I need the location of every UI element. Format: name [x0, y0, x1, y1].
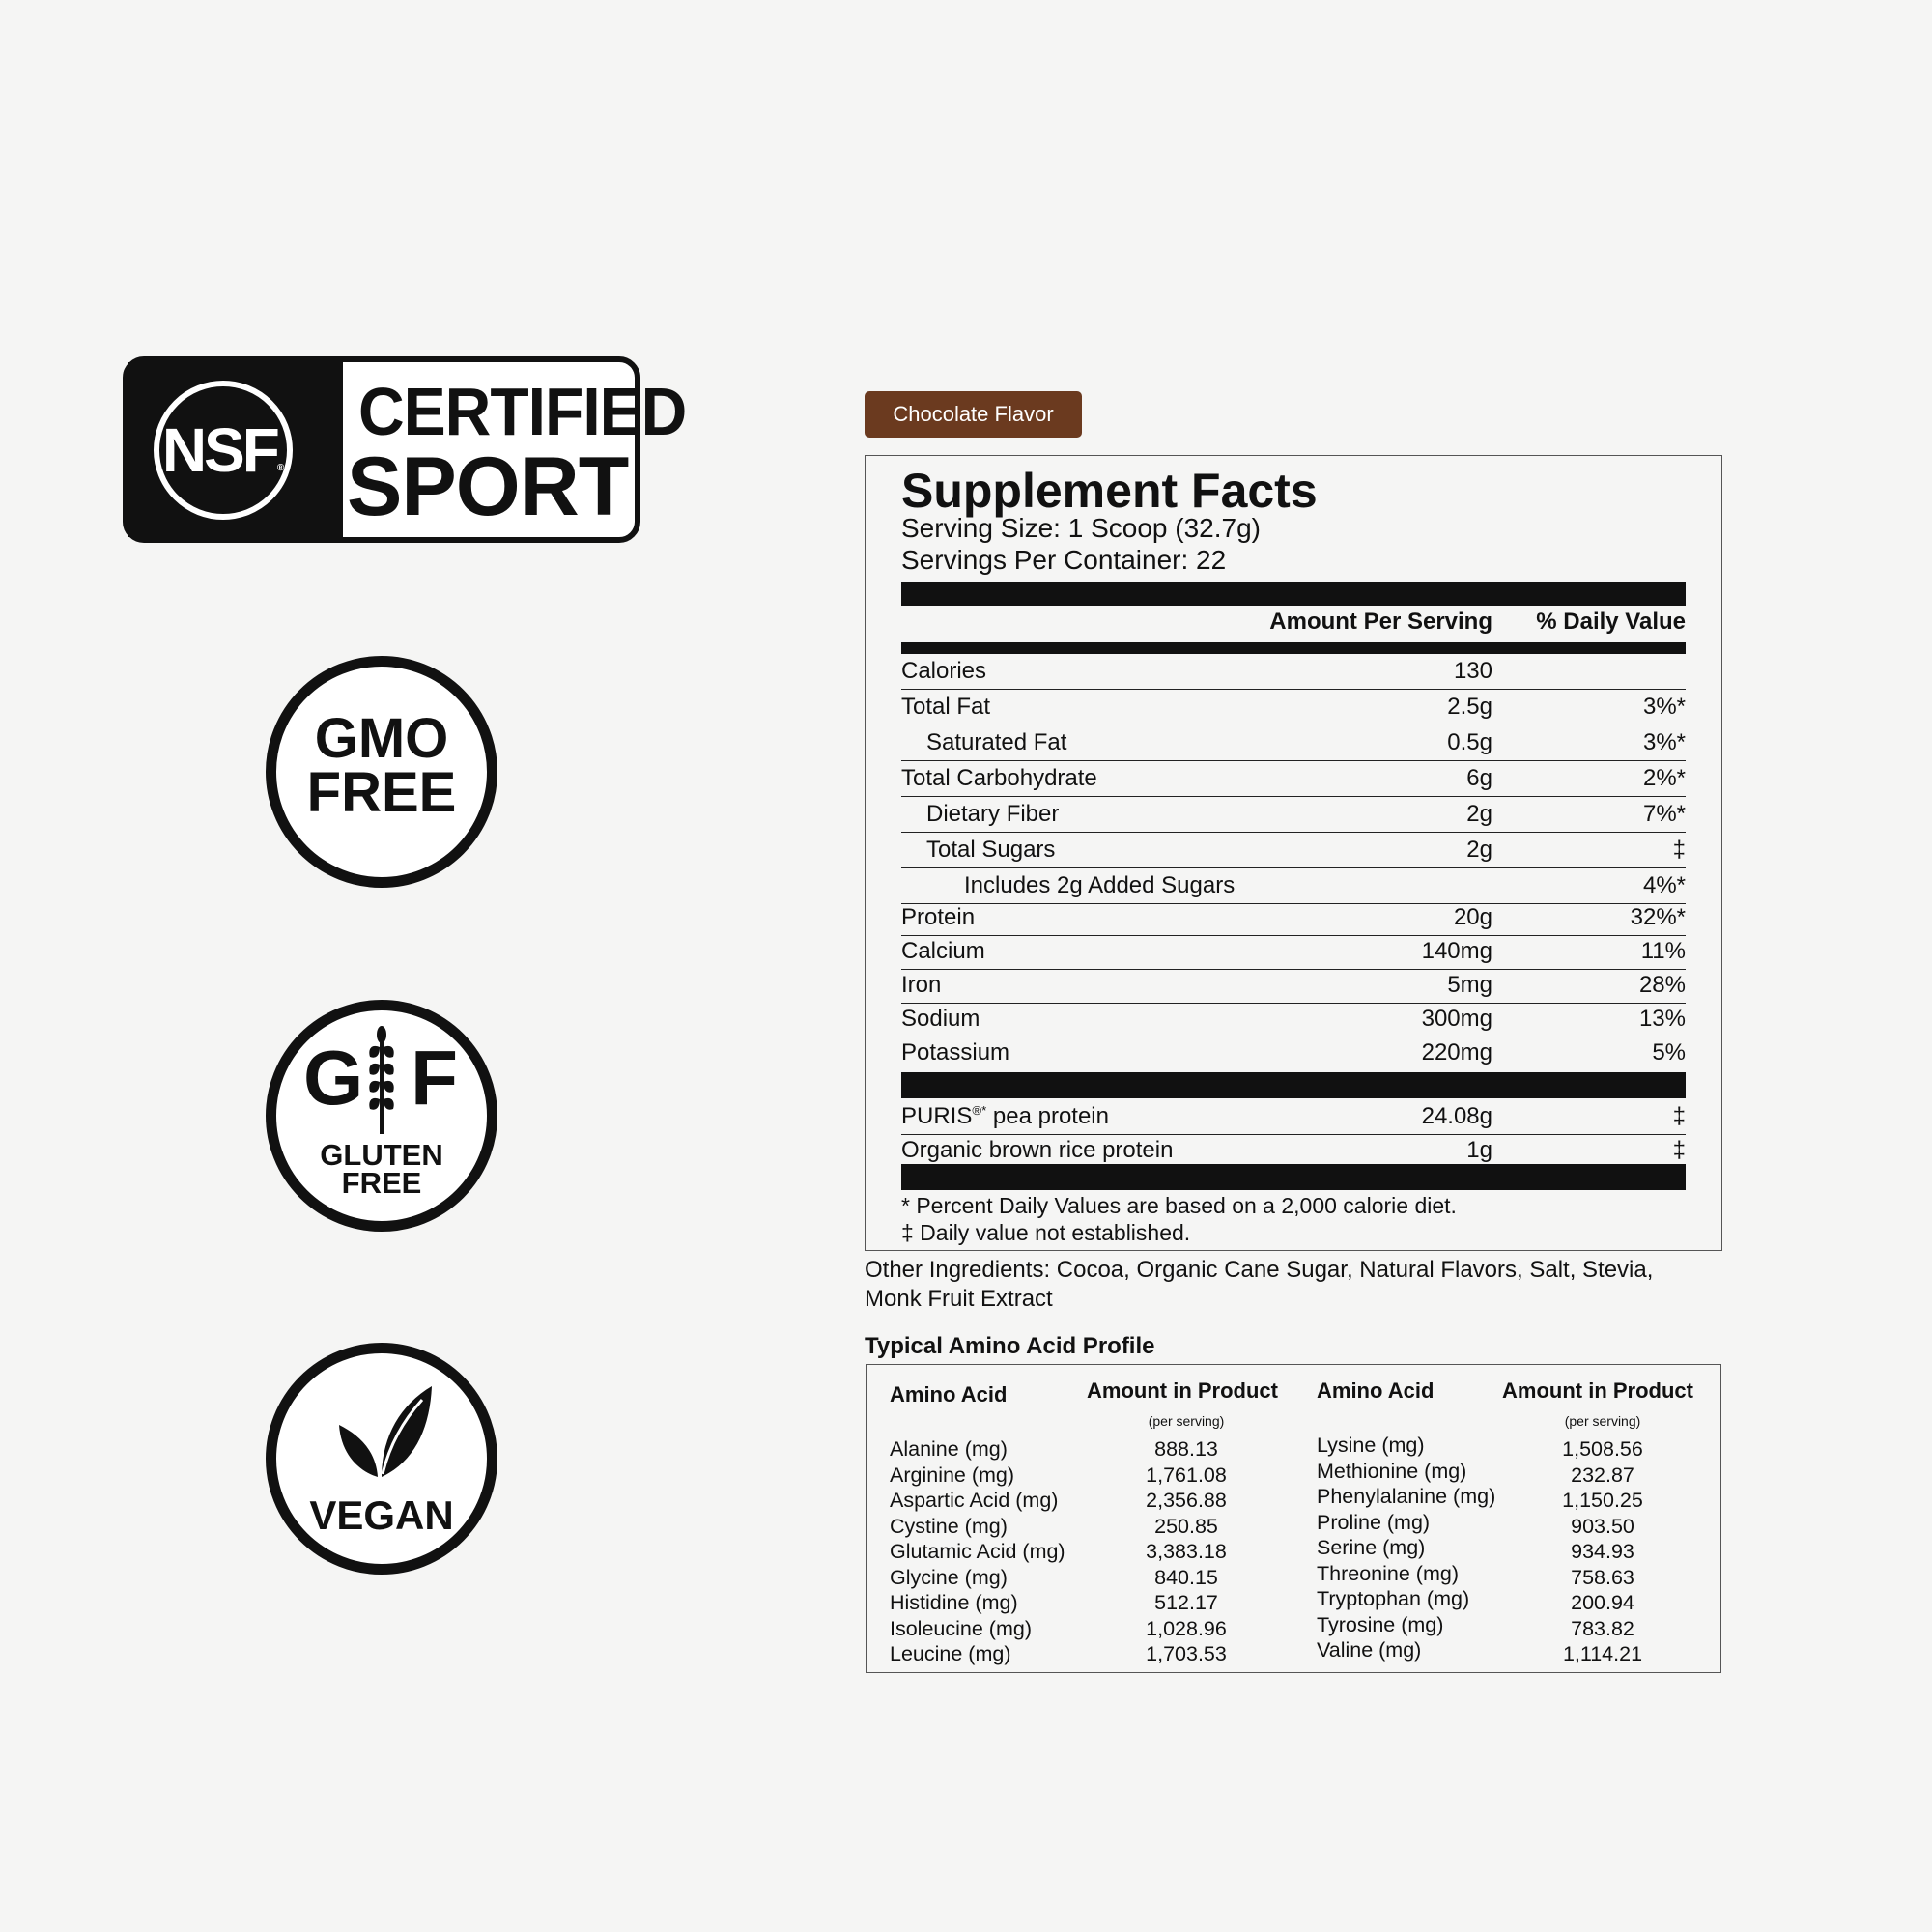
nutrient-dv: ‡	[1672, 837, 1686, 863]
vegan-badge	[266, 1343, 497, 1575]
facts-row	[901, 797, 1686, 833]
amino-acid-amount: 200.94	[1571, 1591, 1634, 1614]
amino-acid-name: Phenylalanine (mg)	[1317, 1485, 1496, 1508]
amino-acid-amount: 1,508.56	[1562, 1437, 1643, 1461]
nutrient-name: Total Sugars	[926, 837, 1056, 863]
nutrient-dv: 2%*	[1642, 765, 1686, 791]
gluten-f-letter: F	[411, 1035, 458, 1121]
nsf-logo-panel	[128, 362, 343, 537]
amino-acid-name: Isoleucine (mg)	[890, 1616, 1032, 1640]
nutrient-amount: 0.5g	[1447, 729, 1492, 755]
nsf-logo	[154, 381, 293, 520]
protein-name: Organic brown rice protein	[901, 1137, 1174, 1163]
vegan-text: VEGAN	[309, 1492, 454, 1538]
servings-per-container: Servings Per Container: 22	[901, 545, 1227, 575]
amino-acid-name: Alanine (mg)	[890, 1437, 1008, 1461]
sport-text: SPORT	[347, 440, 629, 533]
amino-acid-name: Glycine (mg)	[890, 1565, 1008, 1589]
flavor-tag: Chocolate Flavor	[865, 391, 1082, 438]
nutrient-dv: 13%	[1638, 1006, 1686, 1032]
gluten-free-badge	[266, 1000, 497, 1232]
amino-acid-name: Lysine (mg)	[1317, 1434, 1425, 1457]
amino-name-list	[1317, 1433, 1495, 1663]
amino-acid-amount: 840.15	[1154, 1565, 1218, 1589]
nutrient-name: Sodium	[901, 1006, 980, 1032]
amino-acid-amount: 1,028.96	[1146, 1616, 1227, 1640]
supplement-facts-panel	[865, 455, 1722, 1251]
protein-row	[901, 1098, 1686, 1135]
amino-acid-name: Glutamic Acid (mg)	[890, 1540, 1065, 1563]
thick-divider	[901, 1072, 1686, 1098]
amino-acid-name: Serine (mg)	[1317, 1536, 1426, 1559]
nutrient-amount: 2.5g	[1447, 694, 1492, 720]
amino-acid-name: Tryptophan (mg)	[1317, 1587, 1470, 1610]
serving-size: Serving Size: 1 Scoop (32.7g)	[901, 513, 1261, 543]
nutrient-name: Calcium	[901, 938, 985, 964]
facts-row	[901, 1037, 1686, 1070]
free-text: FREE	[341, 1166, 422, 1200]
nutrient-name: Saturated Fat	[926, 729, 1067, 755]
amino-acid-header: Amino Acid	[1317, 1378, 1435, 1403]
amino-profile-title: Typical Amino Acid Profile	[865, 1333, 1155, 1359]
amino-acid-amount: 250.85	[1154, 1514, 1218, 1538]
facts-row	[901, 868, 1686, 904]
amino-acid-table	[866, 1364, 1721, 1673]
amino-acid-name: Proline (mg)	[1317, 1510, 1431, 1534]
amino-value-list	[1087, 1436, 1286, 1667]
wheat-icon	[367, 1026, 396, 1134]
per-serving-note: (per serving)	[1564, 1413, 1641, 1429]
amino-acid-name: Tyrosine (mg)	[1317, 1612, 1444, 1636]
facts-row	[901, 690, 1686, 725]
nutrient-name: Calories	[901, 658, 987, 684]
per-serving-note: (per serving)	[1148, 1413, 1225, 1429]
nutrient-amount: 2g	[1466, 837, 1492, 863]
thick-divider	[901, 1164, 1686, 1190]
amino-acid-name: Leucine (mg)	[890, 1642, 1011, 1665]
nutrient-name: Total Fat	[901, 694, 991, 720]
gmo-free-badge	[266, 656, 497, 888]
protein-brand: PURIS	[901, 1103, 973, 1129]
amino-acid-amount: 512.17	[1154, 1591, 1218, 1614]
protein-amount: 1g	[1466, 1137, 1492, 1163]
amino-acid-amount: 758.63	[1571, 1565, 1634, 1589]
nutrient-dv: 32%*	[1630, 904, 1686, 930]
nutrient-dv: 3%*	[1642, 694, 1686, 720]
medium-divider	[901, 642, 1686, 654]
gluten-g-letter: G	[303, 1035, 364, 1121]
protein-name	[901, 1103, 1109, 1130]
amino-acid-name: Aspartic Acid (mg)	[890, 1489, 1059, 1512]
protein-sup: ®*	[972, 1102, 987, 1118]
amino-acid-name: Valine (mg)	[1317, 1638, 1422, 1662]
amino-acid-name: Arginine (mg)	[890, 1463, 1015, 1487]
amino-acid-amount: 3,383.18	[1146, 1540, 1227, 1563]
nutrient-amount: 300mg	[1421, 1006, 1492, 1032]
nutrient-name: Includes 2g Added Sugars	[964, 872, 1236, 898]
facts-row	[901, 970, 1686, 1004]
daily-value-header: % Daily Value	[1536, 609, 1686, 635]
nsf-logo-text: NSF	[161, 415, 277, 485]
amino-acid-amount: 903.50	[1571, 1514, 1634, 1538]
protein-dv: ‡	[1672, 1103, 1686, 1129]
amino-acid-amount: 888.13	[1154, 1437, 1218, 1461]
nutrient-amount: 130	[1453, 658, 1492, 684]
amino-acid-name: Cystine (mg)	[890, 1514, 1008, 1538]
amino-acid-amount: 1,114.21	[1562, 1642, 1643, 1665]
registered-mark: ®	[276, 463, 285, 473]
amino-acid-amount: 934.93	[1571, 1540, 1634, 1563]
amino-acid-header: Amino Acid	[890, 1382, 1008, 1406]
facts-row	[901, 725, 1686, 761]
supplement-facts-title: Supplement Facts	[901, 464, 1318, 518]
nutrient-name: Potassium	[901, 1039, 1010, 1065]
protein-dv: ‡	[1672, 1137, 1686, 1163]
footnote-not-established: ‡ Daily value not established.	[901, 1220, 1191, 1245]
amino-acid-amount: 1,703.53	[1146, 1642, 1227, 1665]
nutrient-amount: 20g	[1453, 904, 1492, 930]
footnote-daily-values: * Percent Daily Values are based on a 2,000 calorie diet.	[901, 1193, 1457, 1218]
nutrient-name: Iron	[901, 972, 942, 998]
protein-amount: 24.08g	[1421, 1103, 1492, 1129]
facts-row	[901, 904, 1686, 936]
amino-acid-amount: 2,356.88	[1146, 1489, 1227, 1512]
protein-row	[901, 1135, 1686, 1168]
nutrient-dv: 7%*	[1642, 801, 1686, 827]
amount-per-serving-header: Amount Per Serving	[1269, 609, 1492, 635]
facts-row	[901, 833, 1686, 868]
amino-acid-name: Histidine (mg)	[890, 1591, 1018, 1614]
amino-acid-amount: 1,150.25	[1562, 1489, 1643, 1512]
amino-name-list	[890, 1436, 1065, 1667]
thick-divider	[901, 582, 1686, 606]
amino-acid-amount: 1,761.08	[1146, 1463, 1227, 1487]
nutrient-amount: 140mg	[1421, 938, 1492, 964]
amino-acid-name: Threonine (mg)	[1317, 1561, 1459, 1585]
nutrient-amount: 6g	[1466, 765, 1492, 791]
leaf-icon	[329, 1378, 436, 1485]
facts-row	[901, 761, 1686, 797]
amount-in-product-header: Amount in Product	[1087, 1378, 1278, 1403]
nutrient-name: Protein	[901, 904, 976, 930]
gluten-text: GLUTEN	[320, 1138, 443, 1172]
amino-acid-amount: 232.87	[1571, 1463, 1634, 1487]
protein-name-rest: pea protein	[986, 1103, 1109, 1129]
nsf-certified-sport-badge	[123, 356, 687, 543]
nutrient-name: Total Carbohydrate	[901, 765, 1097, 791]
facts-row	[901, 936, 1686, 970]
certified-text: CERTIFIED	[358, 374, 687, 449]
nutrient-dv: 28%	[1638, 972, 1686, 998]
facts-row	[901, 1004, 1686, 1037]
amino-acid-name: Methionine (mg)	[1317, 1459, 1467, 1483]
nutrient-name: Dietary Fiber	[926, 801, 1060, 827]
facts-row	[901, 654, 1686, 690]
amino-value-list	[1502, 1436, 1703, 1667]
amino-acid-amount: 783.82	[1571, 1616, 1634, 1640]
other-ingredients: Other Ingredients: Cocoa, Organic Cane Sugar, Natural Flavors, Salt, Stevia, Monk Fruit Extract	[865, 1257, 1654, 1312]
nutrient-amount: 5mg	[1447, 972, 1492, 998]
free-text: FREE	[306, 761, 457, 824]
nutrient-dv: 5%	[1652, 1039, 1686, 1065]
nutrient-amount: 220mg	[1421, 1039, 1492, 1065]
nutrient-dv: 11%	[1640, 938, 1686, 964]
nutrient-amount: 2g	[1466, 801, 1492, 827]
gmo-text: GMO	[314, 707, 449, 770]
nutrient-dv: 4%*	[1642, 872, 1686, 898]
amount-in-product-header: Amount in Product	[1502, 1378, 1693, 1403]
nutrient-dv: 3%*	[1642, 729, 1686, 755]
